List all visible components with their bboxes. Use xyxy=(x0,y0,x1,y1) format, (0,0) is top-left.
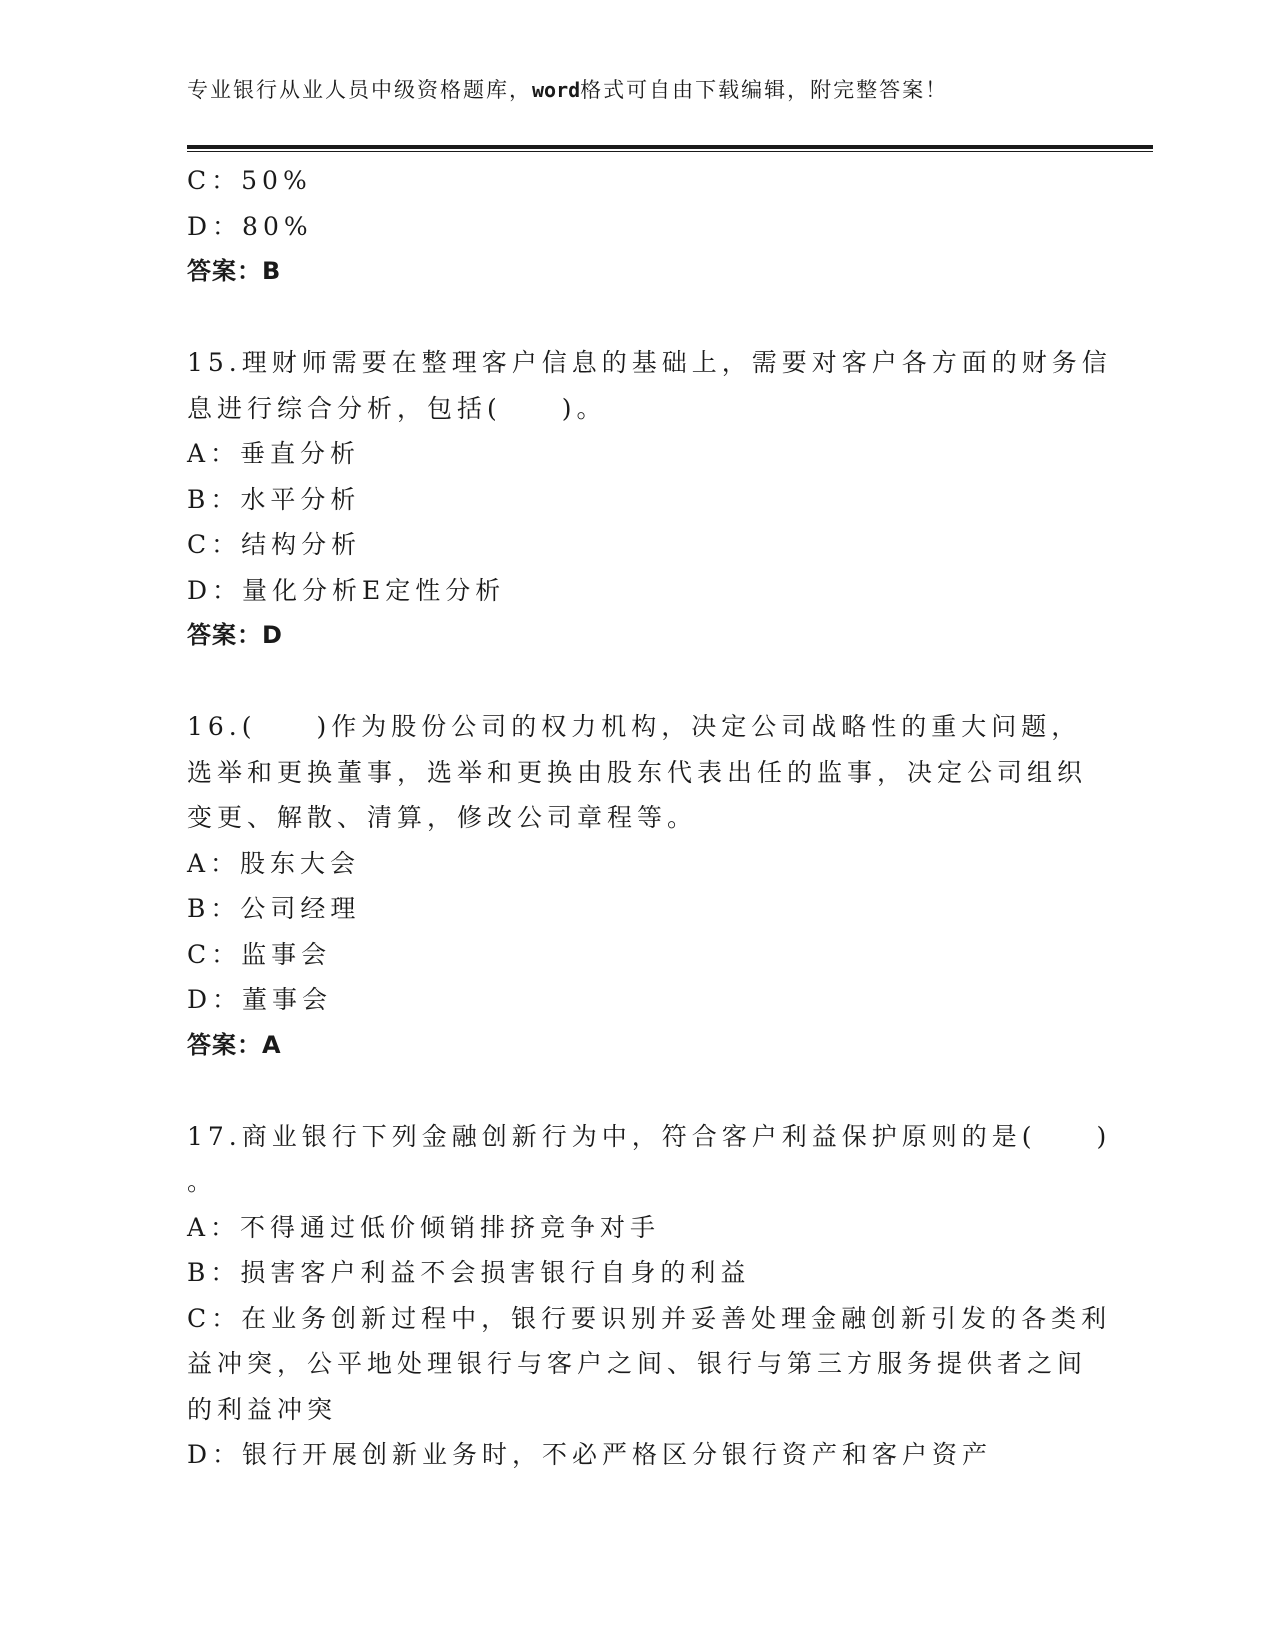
option-c-continued: 的利益冲突 xyxy=(187,1394,338,1424)
option-c: C：监事会 xyxy=(187,939,332,969)
option-c-continued: 益冲突，公平地处理银行与客户之间、银行与第三方服务提供者之间 xyxy=(187,1349,1088,1378)
question-text: 15.理财师需要在整理客户信息的基础上，需要对客户各方面的财务信 xyxy=(187,348,1112,377)
question-text: 变更、解散、清算，修改公司章程等。 xyxy=(187,803,698,832)
answer-line: 答案：A xyxy=(187,1030,282,1059)
option-d: D：80% xyxy=(187,211,313,241)
option-d: D：量化分析E定性分析 xyxy=(187,575,506,605)
option-b: B：水平分析 xyxy=(187,484,361,514)
page-header xyxy=(187,74,948,104)
answer-line: 答案：B xyxy=(187,257,282,285)
option-d: D：银行开展创新业务时，不必严格区分银行资产和客户资产 xyxy=(187,1440,993,1469)
option-b: B：损害客户利益不会损害银行自身的利益 xyxy=(187,1258,751,1287)
option-c: C：在业务创新过程中，银行要识别并妥善处理金融创新引发的各类利 xyxy=(187,1303,1112,1333)
question-15 xyxy=(187,340,1112,659)
header-text-end: 格式可自由下载编辑，附完整答案！ xyxy=(580,78,949,102)
question-text: 17.商业银行下列金融创新行为中，符合客户利益保护原则的是( ) xyxy=(187,1121,1112,1151)
option-c: C：50% xyxy=(187,166,312,195)
option-b: B：公司经理 xyxy=(187,894,361,923)
question-text: 16.( )作为股份公司的权力机构，决定公司战略性的重大问题， xyxy=(187,712,1082,741)
question-17 xyxy=(187,1114,1112,1478)
header-rule-thin xyxy=(187,151,1153,152)
document-body xyxy=(187,158,1112,1478)
header-text-word: word xyxy=(532,78,581,102)
question-text: 。 xyxy=(187,1167,218,1196)
header-text-start: 专业银行从业人员中级资格题库， xyxy=(187,78,532,102)
spacer xyxy=(187,295,1107,341)
option-a: A：股东大会 xyxy=(187,848,361,878)
answer-line: 答案：D xyxy=(187,621,283,649)
option-a: A：不得通过低价倾销排挤竞争对手 xyxy=(187,1212,661,1242)
question-text: 选举和更换董事，选举和更换由股东代表出任的监事，决定公司组织 xyxy=(187,757,1088,787)
spacer xyxy=(187,659,1107,705)
header-rule-thick xyxy=(187,145,1153,149)
option-c: C：结构分析 xyxy=(187,530,362,559)
question-text: 息进行综合分析，包括( )。 xyxy=(187,393,607,423)
question-16 xyxy=(187,704,1107,1068)
spacer xyxy=(187,1068,1107,1114)
option-d: D：董事会 xyxy=(187,985,333,1014)
option-a: A：垂直分析 xyxy=(187,439,361,468)
